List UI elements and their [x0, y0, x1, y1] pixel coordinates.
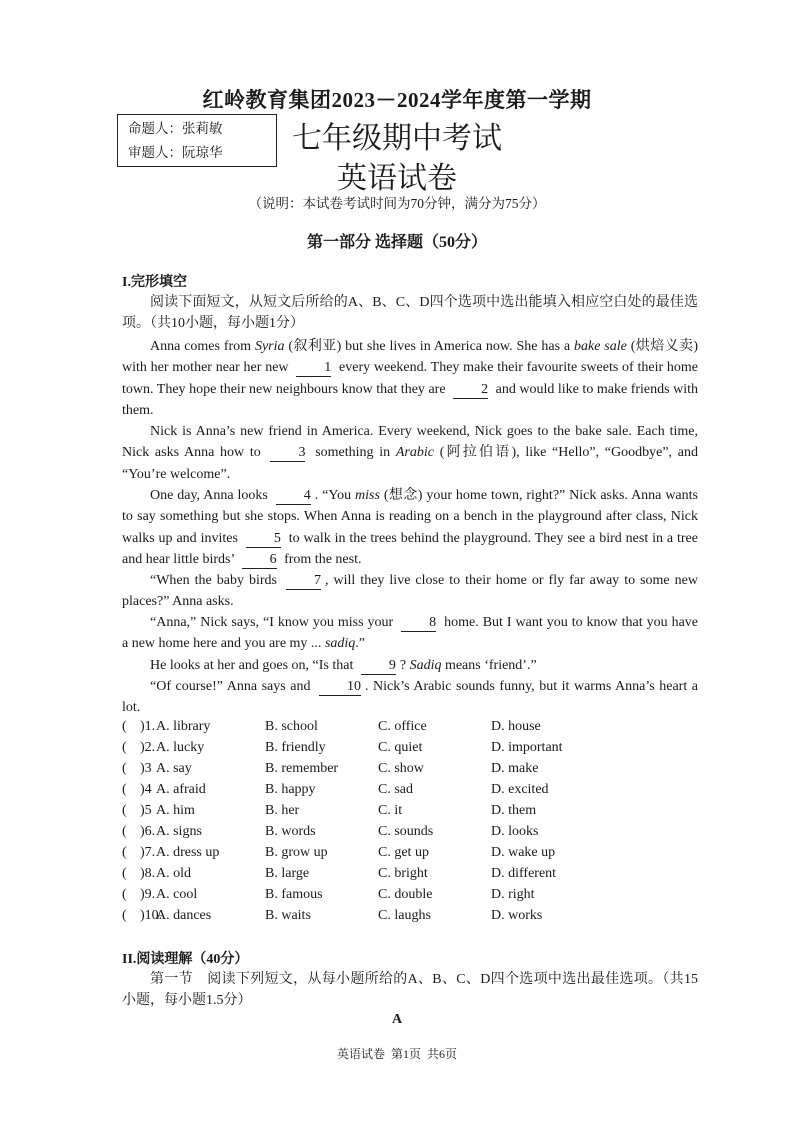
italic-word: bake sale — [574, 339, 627, 354]
question-row: ( )10. A. dances B. waits C. laughs D. works — [122, 908, 543, 923]
option-a: A. him — [156, 803, 195, 818]
italic-word: miss — [355, 488, 380, 503]
cloze-paragraph-5: “Anna,” Nick says, “I know you miss your 8 home. But I want you to know that you have a new home here and you are my ... sadiq.” — [122, 615, 698, 652]
question-row: ( )3 A. say B. remember C. show D. make — [122, 761, 539, 776]
option-b: B. large — [265, 866, 310, 881]
exam-subject-title: 英语试卷 — [337, 162, 457, 195]
cloze-paragraph-6: He looks at her and goes on, “Is that 9 ? Sadiq means ‘friend’.” — [150, 658, 537, 673]
question-row: ( )5 A. him B. her C. it D. them — [122, 803, 537, 818]
option-d: D. looks — [491, 824, 539, 839]
passage-letter: A — [391, 1012, 403, 1027]
blank-1: 1 — [296, 360, 331, 377]
option-c: C. double — [378, 887, 433, 902]
option-a: A. afraid — [156, 782, 206, 797]
option-a: A. cool — [156, 887, 198, 902]
blank-4: 4 — [276, 488, 311, 505]
option-a: A. lucky — [156, 740, 205, 755]
question-row: ( )1. A. library B. school C. office D. house — [122, 719, 541, 734]
school-term-heading: 红岭教育集团2023－2024学年度第一学期 — [202, 88, 592, 112]
option-c: C. show — [378, 761, 424, 776]
question-row: ( )6. A. signs B. words C. sounds D. looks — [122, 824, 539, 839]
option-a: A. library — [156, 719, 211, 734]
blank-10: 10 — [319, 679, 361, 696]
option-b: B. friendly — [265, 740, 326, 755]
option-a: A. signs — [156, 824, 202, 839]
blank-9: 9 — [361, 658, 396, 675]
option-d: D. important — [491, 740, 563, 755]
option-c: C. it — [378, 803, 403, 818]
blank-3: 3 — [270, 445, 305, 462]
cloze-paragraph-4: “When the baby birds 7 , will they live close to their home or fly far away to some new places?” Anna asks. — [122, 573, 698, 610]
page-footer: 英语试卷 第1页 共6页 — [336, 1047, 457, 1061]
blank-8: 8 — [401, 615, 436, 632]
exam-note: （说明：本试卷考试时间为70分钟，满分为75分） — [248, 196, 546, 211]
question-row: ( )7. A. dress up B. grow up C. get up D. wake up — [122, 845, 556, 860]
option-b: B. her — [265, 803, 300, 818]
option-b: B. remember — [265, 761, 339, 776]
question-row: ( )2. A. lucky B. friendly C. quiet D. important — [122, 740, 563, 755]
option-b: B. waits — [265, 908, 311, 923]
blank-5: 5 — [246, 531, 281, 548]
option-d: D. them — [491, 803, 537, 818]
option-b: B. happy — [265, 782, 316, 797]
question-row: ( )8. A. old B. large C. bright D. different — [122, 866, 557, 881]
option-d: D. works — [491, 908, 543, 923]
option-b: B. famous — [265, 887, 323, 902]
italic-word: sadiq — [324, 636, 356, 652]
option-c: C. get up — [378, 845, 429, 860]
blank-7: 7 — [286, 573, 321, 590]
question-row: ( )4 A. afraid B. happy C. sad D. excited — [122, 782, 549, 797]
option-c: C. office — [378, 719, 427, 734]
option-d: D. house — [491, 719, 541, 734]
author-line: 命题人：张莉敏 — [128, 121, 223, 136]
blank-6: 6 — [242, 552, 277, 569]
option-a: A. dances — [156, 908, 212, 923]
italic-word: Sadiq — [409, 658, 442, 673]
cloze-paragraph-1: Anna comes from Syria (叙利亚) but she lives in America now. She has a bake sale (烘焙义卖) with her mother near her new 1 every weekend. They make their favourite sweets of their home town. They hope their new neighbours know that they are 2 and would like to make friends with them. — [122, 339, 699, 418]
option-c: C. sad — [378, 782, 413, 797]
cloze-paragraph-2: Nick is Anna’s new friend in America. Every weekend, Nick goes to the bake sale. Each time, Nick asks Anna how to 3 something in Arabic (阿拉伯语), like “Hello”, “Goodbye”, and “You’re welcome”. — [122, 424, 698, 482]
cloze-instruction: 阅读下面短文，从短文后所给的A、B、C、D四个选项中选出能填入相应空白处的最佳选项。（共10小题，每小题1分） — [122, 295, 698, 332]
option-b: B. school — [265, 719, 318, 734]
option-c: C. laughs — [378, 908, 431, 923]
option-c: C. quiet — [378, 740, 423, 755]
option-c: C. sounds — [378, 824, 434, 839]
option-a: A. say — [156, 761, 192, 776]
cloze-paragraph-7: “Of course!” Anna says and 10 . Nick’s Arabic sounds funny, but it warms Anna’s heart a lot. — [122, 679, 698, 716]
option-d: D. make — [491, 761, 539, 776]
reading-instruction: 第一节 阅读下列短文，从每小题所给的A、B、C、D四个选项中选出最佳选项。（共15小题，每小题1.5分） — [122, 972, 698, 1009]
blank-2: 2 — [453, 382, 488, 399]
option-b: B. grow up — [265, 845, 328, 860]
option-a: A. dress up — [156, 845, 220, 860]
option-d: D. excited — [491, 782, 549, 797]
part-heading: 第一部分 选择题（50分） — [306, 234, 487, 251]
exam-title: 七年级期中考试 — [292, 122, 502, 155]
italic-word: Syria — [254, 339, 285, 354]
section-heading-reading: II.阅读理解（40分） — [122, 952, 249, 967]
option-d: D. different — [491, 866, 557, 881]
italic-word: Arabic — [395, 445, 434, 461]
reviewer-line: 审题人：阮琼华 — [128, 145, 223, 160]
cloze-paragraph-3: One day, Anna looks 4 . “You miss (想念) your home town, right?” Nick asks. Anna wants to say something but she stops. When Anna is reading on a bench in the playground after class, Nick walks up and invites 5 to walk in the trees behind the playground. They see a bird nest in a tree and hear little birds’ 6 from the nest. — [122, 488, 698, 567]
section-heading-cloze: I.完形填空 — [122, 275, 187, 290]
option-c: C. bright — [378, 866, 428, 881]
option-d: D. right — [491, 887, 535, 902]
option-d: D. wake up — [491, 845, 556, 860]
question-row: ( )9. A. cool B. famous C. double D. right — [122, 887, 535, 902]
option-b: B. words — [265, 824, 316, 839]
option-a: A. old — [156, 866, 191, 881]
